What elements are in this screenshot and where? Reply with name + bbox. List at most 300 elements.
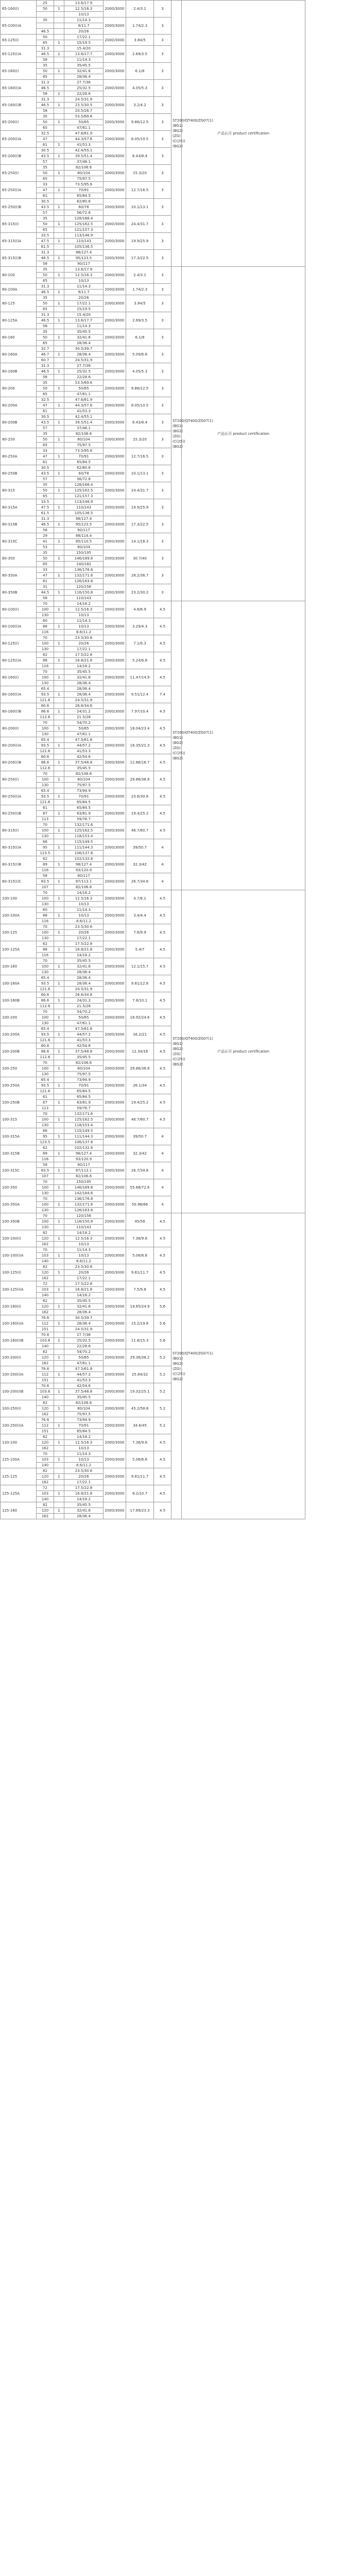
value-cell: 151 <box>37 1429 54 1434</box>
value-cell: 128/166.4 <box>64 216 104 222</box>
value-cell: 87 <box>37 811 54 817</box>
value-cell: 120 <box>37 1270 54 1276</box>
power-cell: 2.4/3.1 <box>126 1 154 18</box>
value-cell: 100 <box>37 964 54 970</box>
npsh-cell: 3 <box>154 312 171 329</box>
npsh-cell: 3 <box>154 567 171 584</box>
value-cell: 59/76.7 <box>64 817 104 822</box>
value-cell: 24.5/31.9 <box>64 97 104 103</box>
value-cell <box>54 1434 64 1440</box>
value-cell: 50/65 <box>64 1015 104 1021</box>
value-cell: 1 <box>54 40 64 46</box>
power-cell: 3.4/4.4 <box>126 907 154 924</box>
value-cell: 1 <box>54 1457 64 1463</box>
pressure-cell: 2000/3000 <box>104 1485 126 1502</box>
value-cell: 35 <box>37 380 54 386</box>
value-cell: 116 <box>37 1157 54 1162</box>
npsh-cell: 3 <box>154 295 171 312</box>
value-cell: 120/156 <box>64 1213 104 1219</box>
value-cell: 61 <box>37 1094 54 1100</box>
value-cell: 17/22.1 <box>64 936 104 941</box>
value-cell: 121/157.3 <box>64 227 104 233</box>
value-cell <box>54 873 64 879</box>
value-cell: 111/144.3 <box>64 845 104 851</box>
value-cell: 28/36.4 <box>64 975 104 981</box>
value-cell: 53.5/69.6 <box>64 380 104 386</box>
pressure-cell: 2000/3000 <box>104 114 126 131</box>
npsh-cell: 4.5 <box>154 737 171 754</box>
value-cell <box>54 1094 64 1100</box>
power-cell: 12.7/16.5 <box>126 182 154 199</box>
value-cell: 14/18.2 <box>64 1230 104 1236</box>
value-cell <box>54 137 64 142</box>
value-cell <box>54 681 64 686</box>
pressure-cell: 2000/3000 <box>104 1179 126 1196</box>
power-cell: 26.7/34.6 <box>126 1162 154 1179</box>
value-cell: 28/36.4 <box>64 352 104 358</box>
model-cell: 65-250(I)A <box>1 182 37 199</box>
value-cell: 22/28.6 <box>64 375 104 380</box>
value-cell: 60.6 <box>37 992 54 998</box>
value-cell: 50 <box>37 488 54 494</box>
value-cell: 130 <box>37 902 54 907</box>
value-cell: 39.5/51.4 <box>64 154 104 159</box>
value-cell: 13.6/17.9 <box>64 1 104 6</box>
model-cell: 100-250 <box>1 1060 37 1077</box>
value-cell: 35/45.5 <box>64 1298 104 1304</box>
value-cell: 35 <box>37 63 54 69</box>
value-cell <box>54 1106 64 1111</box>
pressure-cell: 2000/3000 <box>104 63 126 80</box>
value-cell: 1 <box>54 624 64 630</box>
npsh-cell: 3 <box>154 516 171 533</box>
model-cell: 100-100A <box>1 907 37 924</box>
value-cell: 32/41.6 <box>64 964 104 970</box>
value-cell: 17/22.1 <box>64 301 104 307</box>
value-cell: 1 <box>54 913 64 919</box>
value-cell <box>54 783 64 788</box>
pressure-cell: 2000/3000 <box>104 1145 126 1162</box>
power-cell: 19.9/25.9 <box>126 233 154 250</box>
npsh-cell: 4.5 <box>154 754 171 771</box>
value-cell <box>54 346 64 352</box>
value-cell: 70.6 <box>37 1383 54 1389</box>
value-cell: 47.6/61.9 <box>64 131 104 137</box>
value-cell: 82 <box>37 1298 54 1304</box>
value-cell <box>54 324 64 329</box>
pressure-cell: 2000/3000 <box>104 856 126 873</box>
power-cell: 19.65/24.9 <box>126 1298 154 1315</box>
value-cell: 98/127.4 <box>64 516 104 522</box>
value-cell <box>54 1264 64 1270</box>
value-cell <box>54 1038 64 1043</box>
value-cell <box>54 941 64 947</box>
power-cell: 39/50.7 <box>126 839 154 856</box>
value-cell: 50 <box>37 35 54 40</box>
value-cell: 33.5 <box>37 499 54 505</box>
value-cell: 35/45.5 <box>64 669 104 675</box>
value-cell: 89 <box>37 862 54 868</box>
npsh-cell: 5.2 <box>154 1366 171 1383</box>
model-cell: 80-125(I)A <box>1 652 37 669</box>
npsh-cell: 4.5 <box>154 1077 171 1094</box>
value-cell: 11/14.3 <box>64 324 104 329</box>
value-cell: 47.5 <box>37 505 54 511</box>
pressure-cell: 2000/3000 <box>104 516 126 533</box>
value-cell: 14/18.2 <box>64 890 104 896</box>
value-cell: 100 <box>37 828 54 834</box>
power-cell: 18.92/24.6 <box>126 1009 154 1026</box>
power-cell: 9.86/12.5 <box>126 114 154 131</box>
value-cell: 10/13 <box>64 913 104 919</box>
model-cell: 65-160(I) <box>1 1 37 18</box>
value-cell: 100 <box>37 607 54 613</box>
value-cell: 30.5 <box>37 199 54 205</box>
value-cell: 39.5/51.4 <box>64 420 104 426</box>
value-cell: 80/104 <box>64 1406 104 1412</box>
power-cell: 24.4/31.7 <box>126 482 154 499</box>
value-cell <box>54 936 64 941</box>
value-cell: 1 <box>54 273 64 278</box>
value-cell: 1 <box>54 692 64 698</box>
value-cell: 130 <box>37 936 54 941</box>
value-cell: 130 <box>37 1208 54 1213</box>
power-cell: 15.2/19.8 <box>126 1315 154 1332</box>
pressure-cell: 2000/3000 <box>104 1128 126 1145</box>
pressure-cell: 2000/3000 <box>104 1043 126 1060</box>
value-cell: 1 <box>54 1338 64 1344</box>
value-cell: 75/97.5 <box>64 443 104 448</box>
model-cell: 125-125A <box>1 1485 37 1502</box>
value-cell: 8.6/11.2 <box>64 919 104 924</box>
model-cell: 100-160A <box>1 975 37 992</box>
value-cell: 120/156 <box>64 584 104 590</box>
value-cell: 29 <box>37 533 54 539</box>
pressure-cell: 2000/3000 <box>104 1400 126 1417</box>
value-cell: 1 <box>54 1508 64 1514</box>
value-cell: 1 <box>54 1423 64 1429</box>
value-cell: 30.5 <box>37 414 54 420</box>
npsh-cell: 4.5 <box>154 1247 171 1264</box>
value-cell: 35/45.5 <box>64 958 104 964</box>
value-cell: 82 <box>37 1264 54 1270</box>
value-cell: 50 <box>37 171 54 176</box>
value-cell <box>54 1480 64 1485</box>
value-cell: 65 <box>37 392 54 397</box>
value-cell: 1 <box>54 256 64 261</box>
value-cell: 116 <box>37 868 54 873</box>
model-cell: 80-200(I)A <box>1 737 37 754</box>
value-cell: 100 <box>37 1185 54 1191</box>
value-cell: 65.4 <box>37 788 54 794</box>
model-cell: 100-250A <box>1 1077 37 1094</box>
value-cell: 41/53.3 <box>64 1038 104 1043</box>
value-cell: 70 <box>37 890 54 896</box>
value-cell <box>54 1429 64 1434</box>
value-cell: 1 <box>54 641 64 647</box>
npsh-cell: 4 <box>154 856 171 873</box>
value-cell: 28/36.4 <box>64 1514 104 1519</box>
power-cell: 15.3/20 <box>126 165 154 182</box>
value-cell: 14/18.2 <box>64 664 104 669</box>
value-cell <box>54 868 64 873</box>
value-cell: 128/166.4 <box>64 482 104 488</box>
value-cell: 65.4 <box>37 1077 54 1083</box>
value-cell <box>54 834 64 839</box>
model-cell: 65-125(I)A <box>1 46 37 63</box>
value-cell: 60 <box>37 618 54 624</box>
value-cell: 100 <box>37 1066 54 1072</box>
value-cell: 32.5 <box>37 397 54 403</box>
value-cell <box>54 1196 64 1202</box>
value-cell: 27.7/36 <box>64 1332 104 1338</box>
value-cell: 72 <box>37 1281 54 1287</box>
value-cell: 123.5 <box>37 851 54 856</box>
value-cell: 70 <box>37 1111 54 1117</box>
power-cell: 19.4/25.2 <box>126 1094 154 1111</box>
pressure-cell: 2000/3000 <box>104 199 126 216</box>
value-cell: 120 <box>37 1236 54 1242</box>
power-cell: 14.1/18.3 <box>126 533 154 550</box>
value-cell: 58 <box>37 528 54 533</box>
power-cell: 46.7/60.7 <box>126 1111 154 1128</box>
value-cell <box>54 1502 64 1508</box>
value-cell: 61 <box>37 142 54 148</box>
value-cell: 28/36.4 <box>64 692 104 698</box>
value-cell <box>54 35 64 40</box>
value-cell: 23.5/30.6 <box>64 1264 104 1270</box>
value-cell <box>54 970 64 975</box>
value-cell: 47.5/61.8 <box>64 1026 104 1032</box>
value-cell: 10/13 <box>64 1457 104 1463</box>
value-cell <box>54 1383 64 1389</box>
value-cell: 102/132.6 <box>64 1145 104 1151</box>
value-cell <box>54 216 64 222</box>
value-cell <box>54 97 64 103</box>
npsh-cell: 4.5 <box>154 669 171 686</box>
power-cell: 1.74/2.3 <box>126 18 154 35</box>
npsh-cell: 4 <box>154 873 171 890</box>
pressure-cell: 2000/3000 <box>104 618 126 635</box>
value-cell <box>54 1191 64 1196</box>
power-cell: 23.6/30.8 <box>126 788 154 805</box>
value-cell: 140 <box>37 1344 54 1349</box>
pressure-cell: 2000/3000 <box>104 216 126 233</box>
value-cell: 1 <box>54 1491 64 1497</box>
value-cell <box>54 584 64 590</box>
value-cell: 1 <box>54 709 64 715</box>
value-cell: 35 <box>37 267 54 273</box>
value-cell: 50 <box>37 386 54 392</box>
value-cell: 98/127.4 <box>64 1151 104 1157</box>
value-cell: 116 <box>37 630 54 635</box>
table-row <box>1 890 361 896</box>
pressure-cell: 2000/3000 <box>104 329 126 346</box>
value-cell <box>54 601 64 607</box>
value-cell <box>54 57 64 63</box>
value-cell: 140 <box>37 1497 54 1502</box>
value-cell <box>54 108 64 114</box>
value-cell: 10/13 <box>64 1446 104 1451</box>
model-cell: 100-125A <box>1 941 37 958</box>
pressure-cell: 2000/3000 <box>104 1111 126 1128</box>
value-cell: 65/84.5 <box>64 1094 104 1100</box>
npsh-cell: 3 <box>154 380 171 397</box>
value-cell <box>54 414 64 420</box>
value-cell: 35 <box>37 165 54 171</box>
value-cell: 1 <box>54 1253 64 1259</box>
value-cell: 112 <box>37 1423 54 1429</box>
power-cell: 17.89/23.3 <box>126 1502 154 1519</box>
pressure-cell: 2000/3000 <box>104 635 126 652</box>
value-cell <box>54 227 64 233</box>
model-cell: 80-315(I) <box>1 822 37 839</box>
value-cell <box>54 1230 64 1236</box>
value-cell <box>54 465 64 471</box>
npsh-cell: 5.6 <box>154 1315 171 1332</box>
value-cell <box>54 341 64 346</box>
value-cell: 1 <box>54 471 64 477</box>
power-cell: 3.2/4.2 <box>126 97 154 114</box>
value-cell <box>54 579 64 584</box>
value-cell: 65.4 <box>37 1026 54 1032</box>
power-cell: 7.1/9.3 <box>126 635 154 652</box>
npsh-cell: 4.5 <box>154 1281 171 1298</box>
value-cell: 1 <box>54 52 64 57</box>
power-cell: 7.97/10.4 <box>126 703 154 720</box>
pressure-cell: 2000/3000 <box>104 1502 126 1519</box>
npsh-cell: 3 <box>154 267 171 284</box>
value-cell: 60/78 <box>64 471 104 477</box>
value-cell <box>54 1021 64 1026</box>
value-cell: 13.6/17.9 <box>64 267 104 273</box>
model-cell: 65-315(I)A <box>1 233 37 250</box>
value-cell: 42/54.6 <box>64 1043 104 1049</box>
npsh-cell: 3 <box>154 46 171 63</box>
value-cell <box>54 1213 64 1219</box>
value-cell <box>54 817 64 822</box>
value-cell <box>54 562 64 567</box>
npsh-cell: 4.5 <box>154 788 171 805</box>
value-cell: 28/36.4 <box>64 1321 104 1327</box>
npsh-cell: 4.5 <box>154 822 171 839</box>
value-cell: 1 <box>54 1134 64 1140</box>
power-cell: 28.2/36.7 <box>126 567 154 584</box>
certification-cell: 产品认可 product certification <box>182 890 305 1213</box>
value-cell: 1 <box>54 437 64 443</box>
model-cell: 100-315C <box>1 1162 37 1179</box>
pressure-cell: 2000/3000 <box>104 1162 126 1179</box>
model-cell: 100-200(I)B <box>1 1383 37 1400</box>
value-cell: 1 <box>54 171 64 176</box>
value-cell: 65 <box>37 176 54 182</box>
npsh-cell: 4.5 <box>154 771 171 788</box>
value-cell <box>54 511 64 516</box>
pressure-cell: 2000/3000 <box>104 482 126 499</box>
value-cell: 87/113.1 <box>64 879 104 885</box>
value-cell: 1 <box>54 120 64 125</box>
value-cell: 23.5/30.5 <box>64 103 104 108</box>
install-material-cell: ST200/QT400/ZG07(1)(BG1)(BG2)(ZG)(C(25))(BG2) <box>171 1213 182 1519</box>
npsh-cell: 4.5 <box>154 720 171 737</box>
value-cell: 14/18.2 <box>64 953 104 958</box>
model-cell: 80-160(I) <box>1 669 37 686</box>
npsh-cell: 7.4 <box>154 686 171 703</box>
npsh-cell: 4.5 <box>154 941 171 958</box>
npsh-cell: 3 <box>154 148 171 165</box>
value-cell <box>54 550 64 556</box>
power-cell: 55.86/72.6 <box>126 1179 154 1196</box>
value-cell: 60.6 <box>37 754 54 760</box>
power-cell: 25.84/32 <box>126 1366 154 1383</box>
npsh-cell: 3 <box>154 499 171 516</box>
value-cell: 1 <box>54 488 64 494</box>
model-cell: 65-200(I)B <box>1 148 37 165</box>
value-cell <box>54 1417 64 1423</box>
value-cell <box>54 261 64 267</box>
value-cell: 1 <box>54 369 64 375</box>
value-cell: 65 <box>37 494 54 499</box>
value-cell: 42/54.6 <box>64 754 104 760</box>
power-cell: 18.04/23.4 <box>126 720 154 737</box>
value-cell <box>54 715 64 720</box>
value-cell <box>54 618 64 624</box>
value-cell <box>54 1349 64 1355</box>
power-cell: 9.51/12.4 <box>126 686 154 703</box>
value-cell: 47 <box>37 454 54 460</box>
value-cell: 125/162.5 <box>64 1117 104 1123</box>
value-cell: 53 <box>37 545 54 550</box>
value-cell: 28/36.4 <box>64 341 104 346</box>
value-cell: 1 <box>54 301 64 307</box>
value-cell: 17.5/22.8 <box>64 941 104 947</box>
model-cell: 100-100(I) <box>1 1230 37 1247</box>
value-cell: 132/171.6 <box>64 1202 104 1208</box>
value-cell: 1 <box>54 726 64 732</box>
pressure-cell: 2000/3000 <box>104 312 126 329</box>
value-cell: 58 <box>37 108 54 114</box>
value-cell: 95 <box>37 1134 54 1140</box>
value-cell: 1 <box>54 318 64 324</box>
power-cell: 4.05/5.3 <box>126 80 154 97</box>
model-cell: 80-315 <box>1 482 37 499</box>
value-cell <box>54 1327 64 1332</box>
pressure-cell: 2000/3000 <box>104 233 126 250</box>
certification-cell <box>182 1213 305 1519</box>
value-cell <box>54 958 64 964</box>
value-cell: 121.6 <box>37 1038 54 1043</box>
value-cell: 50/65 <box>64 120 104 125</box>
pressure-cell: 2000/3000 <box>104 1009 126 1026</box>
pressure-cell: 2000/3000 <box>104 992 126 1009</box>
pressure-cell: 2000/3000 <box>104 805 126 822</box>
model-cell: 100-100(I)A <box>1 1247 37 1264</box>
npsh-cell: 4.5 <box>154 635 171 652</box>
value-cell: 1 <box>54 222 64 227</box>
value-cell: 8.6/11.2 <box>64 630 104 635</box>
value-cell: 150/195 <box>64 550 104 556</box>
value-cell: 32/41.6 <box>64 335 104 341</box>
value-cell: 111/144.3 <box>64 1134 104 1140</box>
value-cell: 1 <box>54 1406 64 1412</box>
power-cell: 4.8/6.9 <box>126 601 154 618</box>
value-cell <box>54 397 64 403</box>
value-cell: 123.5 <box>37 1140 54 1145</box>
value-cell: 25/32.5 <box>64 86 104 91</box>
value-cell: 8.6/11.2 <box>64 1463 104 1468</box>
value-cell: 1 <box>54 981 64 987</box>
pressure-cell: 2000/3000 <box>104 182 126 199</box>
